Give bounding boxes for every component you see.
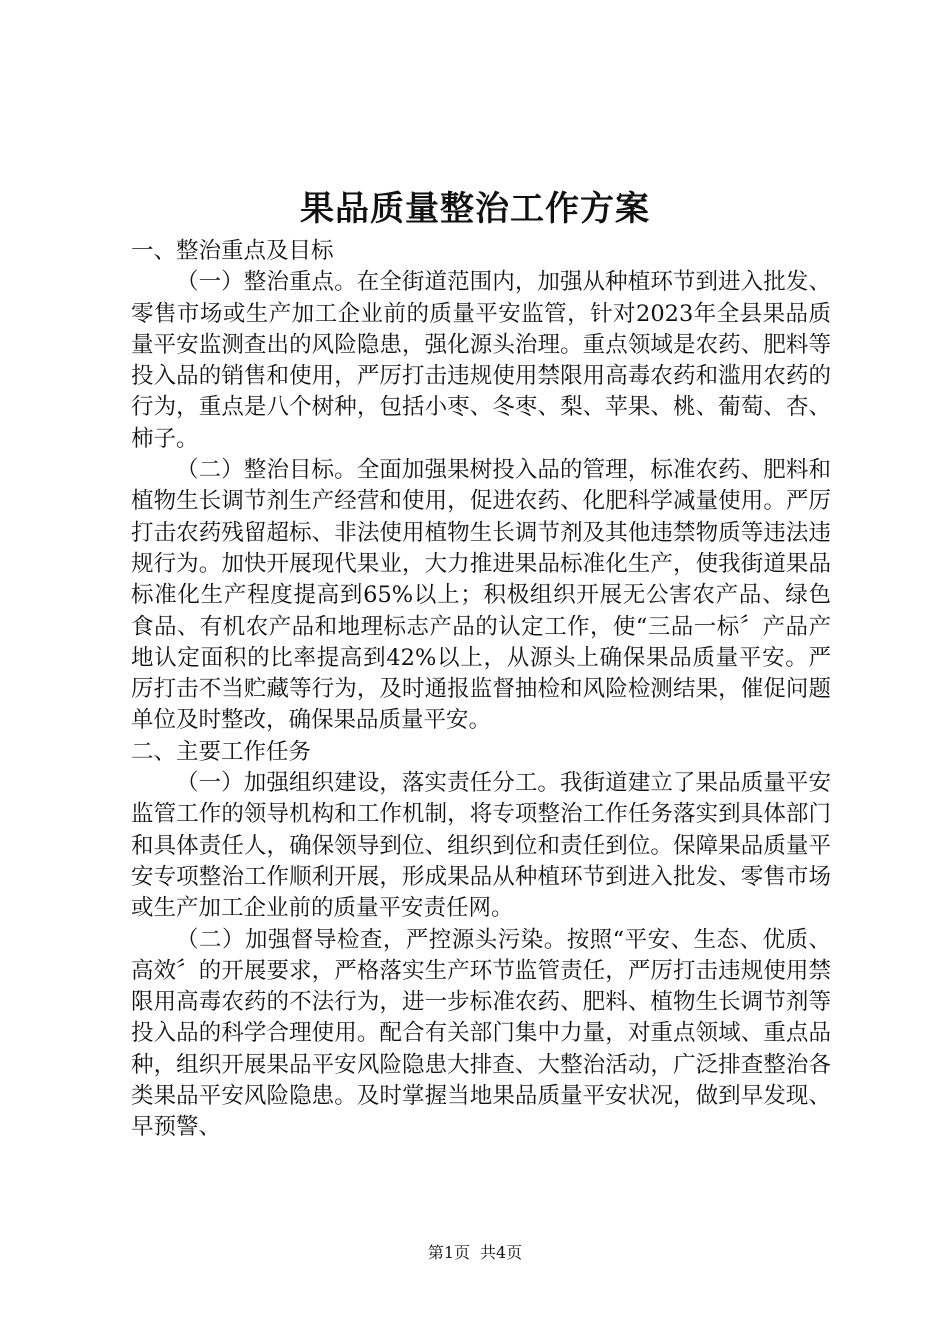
page-total: 共4页 [480, 1243, 523, 1262]
page-footer [0, 1242, 950, 1264]
paragraph-inspection: （二）加强督导检查，严控源头污染。按照“平安、生态、优质、高效〞的开展要求，严格落实生产环节监管责任，严厉打击违规使用禁限用高毒农药的不法行为，进一步标准农药、肥料、植物生长调节剂等投入品的科学合理使用。配合有关部门集中力量，对重点领域、重点品种，组织开展果品平安风险隐患大排查、大整治活动，广泛排查整治各类果品平安风险隐患。及时掌握当地果品质量平安状况，做到早发现、早预警、 [131, 926, 831, 1141]
paragraph-goals: （二）整治目标。全面加强果树投入品的管理，标准农药、肥料和植物生长调节剂生产经营和使用，促进农药、化肥科学减量使用。严厉打击农药残留超标、非法使用植物生长调节剂及其他违禁物质等违法违规行为。加快开展现代果业，大力推进果品标准化生产，使我街道果品标准化生产程度提高到65%以上；积极组织开展无公害农产品、绿色食品、有机农产品和地理标志产品的认定工作，使“三品一标〞产品产地认定面积的比率提高到42%以上，从源头上确保果品质量平安。严厉打击不当贮藏等行为，及时通报监督抽检和风险检测结果，催促问题单位及时整改，确保果品质量平安。 [131, 457, 831, 734]
document-body [131, 236, 831, 1144]
paragraph-focus: （一）整治重点。在全街道范围内，加强从种植环节到进入批发、零售市场或生产加工企业前的质量平安监管，针对2023年全县果品质量平安监测查出的风险隐患，强化源头治理。重点领域是农药、肥料等投入品的销售和使用，严厉打击违规使用禁限用高毒农药和滥用农药的行为，重点是八个树种，包括小枣、冬枣、梨、苹果、桃、葡萄、杏、柿子。 [131, 269, 831, 452]
document-title: 果品质量整治工作方案 [300, 189, 650, 229]
paragraph-organization: （一）加强组织建设，落实责任分工。我街道建立了果品质量平安监管工作的领导机构和工作机制，将专项整治工作任务落实到具体部门和具体责任人，确保领导到位、组织到位和责任到位。保障果品质量平安专项整治工作顺利开展，形成果品从种植环节到进入批发、零售市场或生产加工企业前的质量平安责任网。 [131, 770, 831, 922]
section-heading-2: 二、主要工作任务 [131, 738, 312, 765]
section-heading-1: 一、整治重点及目标 [131, 238, 334, 264]
page-number: 第1页 [427, 1243, 470, 1262]
